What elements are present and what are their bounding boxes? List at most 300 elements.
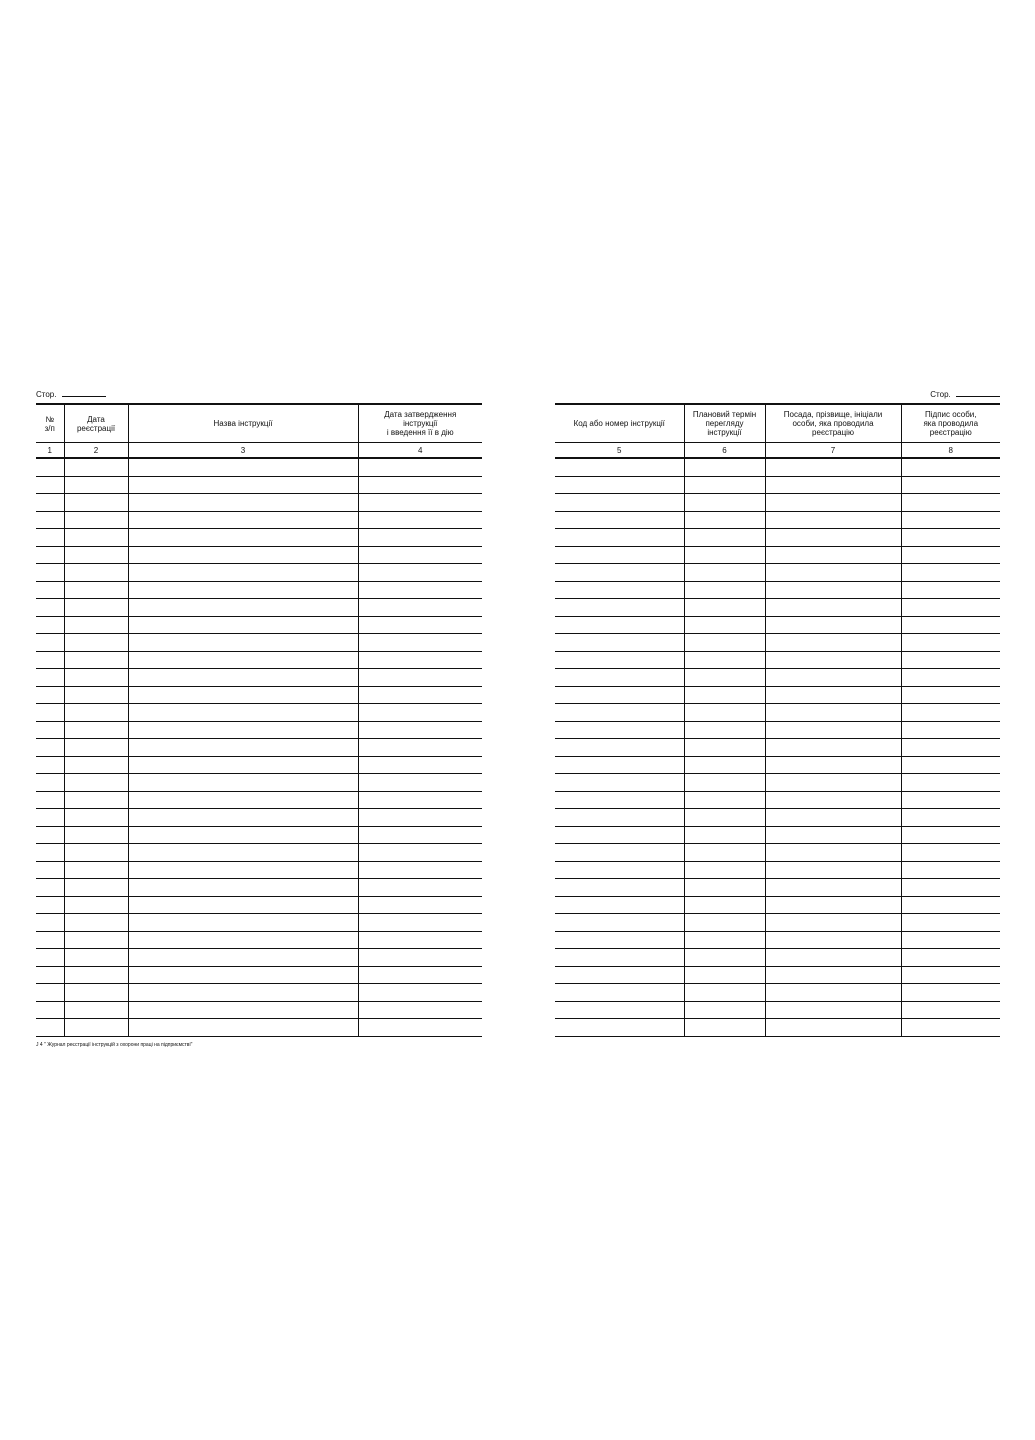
blank-cell[interactable] <box>36 809 64 827</box>
blank-cell[interactable] <box>128 756 358 774</box>
blank-cell[interactable] <box>128 599 358 617</box>
blank-cell[interactable] <box>901 1019 1000 1037</box>
blank-cell[interactable] <box>128 896 358 914</box>
blank-cell[interactable] <box>64 1001 128 1019</box>
blank-cell[interactable] <box>684 546 765 564</box>
table-row <box>36 581 482 599</box>
blank-cell[interactable] <box>684 529 765 547</box>
blank-cell[interactable] <box>684 458 765 476</box>
blank-cell[interactable] <box>765 861 901 879</box>
blank-cell[interactable] <box>555 529 684 547</box>
blank-cell[interactable] <box>901 581 1000 599</box>
blank-cell[interactable] <box>358 546 482 564</box>
blank-cell[interactable] <box>64 774 128 792</box>
blank-cell[interactable] <box>358 476 482 494</box>
blank-cell[interactable] <box>358 634 482 652</box>
blank-cell[interactable] <box>684 494 765 512</box>
blank-cell[interactable] <box>128 1001 358 1019</box>
blank-cell[interactable] <box>765 564 901 582</box>
blank-cell[interactable] <box>36 634 64 652</box>
blank-cell[interactable] <box>358 914 482 932</box>
blank-cell[interactable] <box>684 861 765 879</box>
blank-cell[interactable] <box>901 458 1000 476</box>
blank-cell[interactable] <box>36 861 64 879</box>
blank-cell[interactable] <box>684 704 765 722</box>
blank-cell[interactable] <box>36 599 64 617</box>
blank-cell[interactable] <box>358 826 482 844</box>
blank-cell[interactable] <box>128 914 358 932</box>
blank-cell[interactable] <box>128 844 358 862</box>
blank-cell[interactable] <box>684 721 765 739</box>
blank-cell[interactable] <box>64 791 128 809</box>
blank-cell[interactable] <box>358 984 482 1002</box>
blank-cell[interactable] <box>555 896 684 914</box>
blank-cell[interactable] <box>128 616 358 634</box>
blank-cell[interactable] <box>64 704 128 722</box>
blank-cell[interactable] <box>128 931 358 949</box>
blank-cell[interactable] <box>36 511 64 529</box>
blank-cell[interactable] <box>128 861 358 879</box>
col-header-instruction-name: Назва інструкції <box>128 404 358 443</box>
blank-cell[interactable] <box>36 1019 64 1037</box>
blank-cell[interactable] <box>901 546 1000 564</box>
blank-cell[interactable] <box>358 686 482 704</box>
blank-cell[interactable] <box>901 739 1000 757</box>
blank-cell[interactable] <box>684 686 765 704</box>
blank-cell[interactable] <box>64 616 128 634</box>
blank-cell[interactable] <box>36 721 64 739</box>
blank-cell[interactable] <box>765 494 901 512</box>
table-row <box>36 949 482 967</box>
blank-cell[interactable] <box>684 476 765 494</box>
blank-cell[interactable] <box>684 669 765 687</box>
blank-cell[interactable] <box>128 774 358 792</box>
blank-cell[interactable] <box>901 634 1000 652</box>
table-row <box>555 879 1000 897</box>
blank-cell[interactable] <box>64 966 128 984</box>
blank-cell[interactable] <box>36 458 64 476</box>
table-row <box>36 669 482 687</box>
blank-cell[interactable] <box>358 669 482 687</box>
blank-cell[interactable] <box>555 494 684 512</box>
blank-cell[interactable] <box>684 1019 765 1037</box>
blank-cell[interactable] <box>128 634 358 652</box>
blank-cell[interactable] <box>36 529 64 547</box>
blank-cell[interactable] <box>765 669 901 687</box>
table-row <box>36 458 482 476</box>
blank-cell[interactable] <box>358 861 482 879</box>
blank-cell[interactable] <box>128 826 358 844</box>
blank-cell[interactable] <box>684 511 765 529</box>
blank-cell[interactable] <box>128 476 358 494</box>
blank-cell[interactable] <box>64 634 128 652</box>
blank-cell[interactable] <box>901 774 1000 792</box>
blank-cell[interactable] <box>765 581 901 599</box>
blank-cell[interactable] <box>128 984 358 1002</box>
table-row <box>555 984 1000 1002</box>
blank-cell[interactable] <box>684 931 765 949</box>
blank-cell[interactable] <box>64 581 128 599</box>
blank-cell[interactable] <box>765 476 901 494</box>
blank-cell[interactable] <box>358 879 482 897</box>
blank-cell[interactable] <box>684 809 765 827</box>
blank-cell[interactable] <box>765 1001 901 1019</box>
blank-cell[interactable] <box>684 739 765 757</box>
blank-cell[interactable] <box>128 686 358 704</box>
blank-cell[interactable] <box>901 511 1000 529</box>
blank-cell[interactable] <box>765 896 901 914</box>
blank-cell[interactable] <box>64 1019 128 1037</box>
blank-cell[interactable] <box>765 458 901 476</box>
blank-cell[interactable] <box>555 669 684 687</box>
table-row <box>555 966 1000 984</box>
table-row <box>555 458 1000 476</box>
blank-cell[interactable] <box>765 931 901 949</box>
col-number-7: 7 <box>765 443 901 459</box>
blank-cell[interactable] <box>684 949 765 967</box>
blank-cell[interactable] <box>358 529 482 547</box>
blank-cell[interactable] <box>901 826 1000 844</box>
table-row <box>36 984 482 1002</box>
blank-cell[interactable] <box>128 564 358 582</box>
blank-cell[interactable] <box>36 1001 64 1019</box>
blank-cell[interactable] <box>901 564 1000 582</box>
left-table-body <box>36 458 482 1036</box>
blank-cell[interactable] <box>901 949 1000 967</box>
blank-cell[interactable] <box>555 879 684 897</box>
table-row <box>555 494 1000 512</box>
table-row <box>555 599 1000 617</box>
blank-cell[interactable] <box>358 949 482 967</box>
blank-cell[interactable] <box>555 966 684 984</box>
blank-cell[interactable] <box>128 879 358 897</box>
table-row <box>555 721 1000 739</box>
table-row <box>36 686 482 704</box>
blank-cell[interactable] <box>36 774 64 792</box>
blank-cell[interactable] <box>555 616 684 634</box>
blank-cell[interactable] <box>358 458 482 476</box>
blank-cell[interactable] <box>684 756 765 774</box>
blank-cell[interactable] <box>765 599 901 617</box>
blank-cell[interactable] <box>765 529 901 547</box>
blank-cell[interactable] <box>358 931 482 949</box>
blank-cell[interactable] <box>555 476 684 494</box>
blank-cell[interactable] <box>901 844 1000 862</box>
blank-cell[interactable] <box>901 809 1000 827</box>
blank-cell[interactable] <box>555 458 684 476</box>
blank-cell[interactable] <box>64 458 128 476</box>
blank-cell[interactable] <box>64 721 128 739</box>
blank-cell[interactable] <box>358 721 482 739</box>
blank-cell[interactable] <box>36 581 64 599</box>
blank-cell[interactable] <box>765 634 901 652</box>
blank-cell[interactable] <box>358 756 482 774</box>
blank-cell[interactable] <box>358 616 482 634</box>
blank-cell[interactable] <box>128 529 358 547</box>
blank-cell[interactable] <box>555 581 684 599</box>
instructions-register-table-left <box>36 403 482 1037</box>
blank-cell[interactable] <box>128 546 358 564</box>
blank-cell[interactable] <box>128 494 358 512</box>
blank-cell[interactable] <box>36 494 64 512</box>
blank-cell[interactable] <box>358 599 482 617</box>
table-row <box>36 791 482 809</box>
blank-cell[interactable] <box>358 896 482 914</box>
blank-cell[interactable] <box>358 1019 482 1037</box>
blank-cell[interactable] <box>684 599 765 617</box>
blank-cell[interactable] <box>684 844 765 862</box>
blank-cell[interactable] <box>64 739 128 757</box>
col-number-4: 4 <box>358 443 482 459</box>
blank-cell[interactable] <box>901 966 1000 984</box>
blank-cell[interactable] <box>64 914 128 932</box>
blank-cell[interactable] <box>901 931 1000 949</box>
blank-cell[interactable] <box>684 914 765 932</box>
blank-cell[interactable] <box>765 616 901 634</box>
blank-cell[interactable] <box>684 879 765 897</box>
blank-cell[interactable] <box>684 616 765 634</box>
blank-cell[interactable] <box>901 756 1000 774</box>
blank-cell[interactable] <box>36 844 64 862</box>
blank-cell[interactable] <box>765 1019 901 1037</box>
blank-cell[interactable] <box>128 809 358 827</box>
blank-cell[interactable] <box>64 844 128 862</box>
blank-cell[interactable] <box>765 826 901 844</box>
blank-cell[interactable] <box>36 949 64 967</box>
table-row <box>555 774 1000 792</box>
blank-cell[interactable] <box>36 914 64 932</box>
blank-cell[interactable] <box>358 651 482 669</box>
blank-cell[interactable] <box>128 669 358 687</box>
blank-cell[interactable] <box>901 879 1000 897</box>
blank-cell[interactable] <box>765 879 901 897</box>
blank-cell[interactable] <box>901 721 1000 739</box>
blank-cell[interactable] <box>765 686 901 704</box>
table-row <box>36 1019 482 1037</box>
blank-cell[interactable] <box>64 984 128 1002</box>
blank-cell[interactable] <box>358 774 482 792</box>
table-row <box>36 826 482 844</box>
blank-cell[interactable] <box>765 651 901 669</box>
blank-cell[interactable] <box>36 546 64 564</box>
blank-cell[interactable] <box>64 756 128 774</box>
blank-cell[interactable] <box>555 844 684 862</box>
blank-cell[interactable] <box>684 581 765 599</box>
blank-cell[interactable] <box>64 826 128 844</box>
blank-cell[interactable] <box>128 651 358 669</box>
blank-cell[interactable] <box>128 1019 358 1037</box>
blank-cell[interactable] <box>684 896 765 914</box>
blank-cell[interactable] <box>64 511 128 529</box>
blank-cell[interactable] <box>128 581 358 599</box>
blank-cell[interactable] <box>36 896 64 914</box>
blank-cell[interactable] <box>555 704 684 722</box>
blank-cell[interactable] <box>36 739 64 757</box>
blank-cell[interactable] <box>128 791 358 809</box>
blank-cell[interactable] <box>765 914 901 932</box>
blank-cell[interactable] <box>765 704 901 722</box>
blank-cell[interactable] <box>765 984 901 1002</box>
blank-cell[interactable] <box>765 774 901 792</box>
page-number-blank <box>956 388 1000 397</box>
table-row <box>555 669 1000 687</box>
blank-cell[interactable] <box>36 616 64 634</box>
page-number-label <box>555 388 1000 400</box>
blank-cell[interactable] <box>64 861 128 879</box>
blank-cell[interactable] <box>128 458 358 476</box>
blank-cell[interactable] <box>555 861 684 879</box>
blank-cell[interactable] <box>36 564 64 582</box>
blank-cell[interactable] <box>36 826 64 844</box>
blank-cell[interactable] <box>901 651 1000 669</box>
blank-cell[interactable] <box>64 546 128 564</box>
blank-cell[interactable] <box>358 809 482 827</box>
blank-cell[interactable] <box>765 511 901 529</box>
blank-cell[interactable] <box>358 511 482 529</box>
blank-cell[interactable] <box>128 721 358 739</box>
blank-cell[interactable] <box>901 914 1000 932</box>
blank-cell[interactable] <box>64 686 128 704</box>
blank-cell[interactable] <box>555 809 684 827</box>
blank-cell[interactable] <box>358 564 482 582</box>
blank-cell[interactable] <box>555 686 684 704</box>
blank-cell[interactable] <box>765 546 901 564</box>
blank-cell[interactable] <box>555 949 684 967</box>
blank-cell[interactable] <box>684 564 765 582</box>
blank-cell[interactable] <box>128 739 358 757</box>
blank-cell[interactable] <box>358 966 482 984</box>
blank-cell[interactable] <box>555 634 684 652</box>
blank-cell[interactable] <box>36 931 64 949</box>
blank-cell[interactable] <box>765 756 901 774</box>
blank-cell[interactable] <box>555 721 684 739</box>
blank-cell[interactable] <box>555 1001 684 1019</box>
blank-cell[interactable] <box>128 511 358 529</box>
blank-cell[interactable] <box>555 984 684 1002</box>
blank-cell[interactable] <box>64 651 128 669</box>
blank-cell[interactable] <box>358 791 482 809</box>
table-row <box>555 949 1000 967</box>
blank-cell[interactable] <box>36 476 64 494</box>
blank-cell[interactable] <box>555 546 684 564</box>
blank-cell[interactable] <box>64 599 128 617</box>
blank-cell[interactable] <box>765 966 901 984</box>
blank-cell[interactable] <box>901 494 1000 512</box>
blank-cell[interactable] <box>901 861 1000 879</box>
blank-cell[interactable] <box>555 774 684 792</box>
blank-cell[interactable] <box>684 791 765 809</box>
blank-cell[interactable] <box>901 686 1000 704</box>
blank-cell[interactable] <box>358 581 482 599</box>
blank-cell[interactable] <box>358 494 482 512</box>
table-row <box>36 809 482 827</box>
blank-cell[interactable] <box>64 931 128 949</box>
table-row <box>555 686 1000 704</box>
blank-cell[interactable] <box>684 984 765 1002</box>
blank-cell[interactable] <box>64 669 128 687</box>
blank-cell[interactable] <box>36 966 64 984</box>
table-row <box>555 651 1000 669</box>
blank-cell[interactable] <box>684 826 765 844</box>
table-row <box>555 476 1000 494</box>
blank-cell[interactable] <box>64 529 128 547</box>
blank-cell[interactable] <box>36 791 64 809</box>
blank-cell[interactable] <box>64 476 128 494</box>
col-header-registrar-name: Посада, прізвище, ініціали особи, яка проводила реєстрацію <box>765 404 901 443</box>
blank-cell[interactable] <box>64 494 128 512</box>
blank-cell[interactable] <box>358 704 482 722</box>
blank-cell[interactable] <box>64 809 128 827</box>
blank-cell[interactable] <box>36 651 64 669</box>
table-row <box>36 914 482 932</box>
blank-cell[interactable] <box>901 704 1000 722</box>
blank-cell[interactable] <box>358 1001 482 1019</box>
blank-cell[interactable] <box>128 966 358 984</box>
table-row <box>555 914 1000 932</box>
blank-cell[interactable] <box>128 949 358 967</box>
blank-cell[interactable] <box>684 774 765 792</box>
blank-cell[interactable] <box>36 984 64 1002</box>
blank-cell[interactable] <box>765 809 901 827</box>
blank-cell[interactable] <box>684 634 765 652</box>
blank-cell[interactable] <box>555 826 684 844</box>
blank-cell[interactable] <box>555 931 684 949</box>
blank-cell[interactable] <box>358 739 482 757</box>
blank-cell[interactable] <box>555 914 684 932</box>
blank-cell[interactable] <box>555 564 684 582</box>
blank-cell[interactable] <box>901 1001 1000 1019</box>
blank-cell[interactable] <box>64 564 128 582</box>
col-header-instruction-code: Код або номер інструкції <box>555 404 684 443</box>
blank-cell[interactable] <box>901 669 1000 687</box>
blank-cell[interactable] <box>64 949 128 967</box>
blank-cell[interactable] <box>765 949 901 967</box>
page-number-label <box>36 388 482 400</box>
blank-cell[interactable] <box>765 791 901 809</box>
blank-cell[interactable] <box>901 984 1000 1002</box>
blank-cell[interactable] <box>901 616 1000 634</box>
blank-cell[interactable] <box>684 966 765 984</box>
blank-cell[interactable] <box>555 791 684 809</box>
blank-cell[interactable] <box>555 651 684 669</box>
blank-cell[interactable] <box>765 739 901 757</box>
blank-cell[interactable] <box>36 686 64 704</box>
blank-cell[interactable] <box>128 704 358 722</box>
blank-cell[interactable] <box>358 844 482 862</box>
blank-cell[interactable] <box>901 599 1000 617</box>
blank-cell[interactable] <box>901 476 1000 494</box>
blank-cell[interactable] <box>684 651 765 669</box>
table-row <box>36 721 482 739</box>
blank-cell[interactable] <box>36 879 64 897</box>
blank-cell[interactable] <box>36 756 64 774</box>
blank-cell[interactable] <box>64 879 128 897</box>
blank-cell[interactable] <box>64 896 128 914</box>
blank-cell[interactable] <box>36 669 64 687</box>
blank-cell[interactable] <box>765 844 901 862</box>
blank-cell[interactable] <box>555 599 684 617</box>
blank-cell[interactable] <box>555 511 684 529</box>
blank-cell[interactable] <box>555 756 684 774</box>
blank-cell[interactable] <box>684 1001 765 1019</box>
blank-cell[interactable] <box>555 1019 684 1037</box>
blank-cell[interactable] <box>765 721 901 739</box>
blank-cell[interactable] <box>555 739 684 757</box>
blank-cell[interactable] <box>36 704 64 722</box>
blank-cell[interactable] <box>901 896 1000 914</box>
blank-cell[interactable] <box>901 529 1000 547</box>
blank-cell[interactable] <box>901 791 1000 809</box>
